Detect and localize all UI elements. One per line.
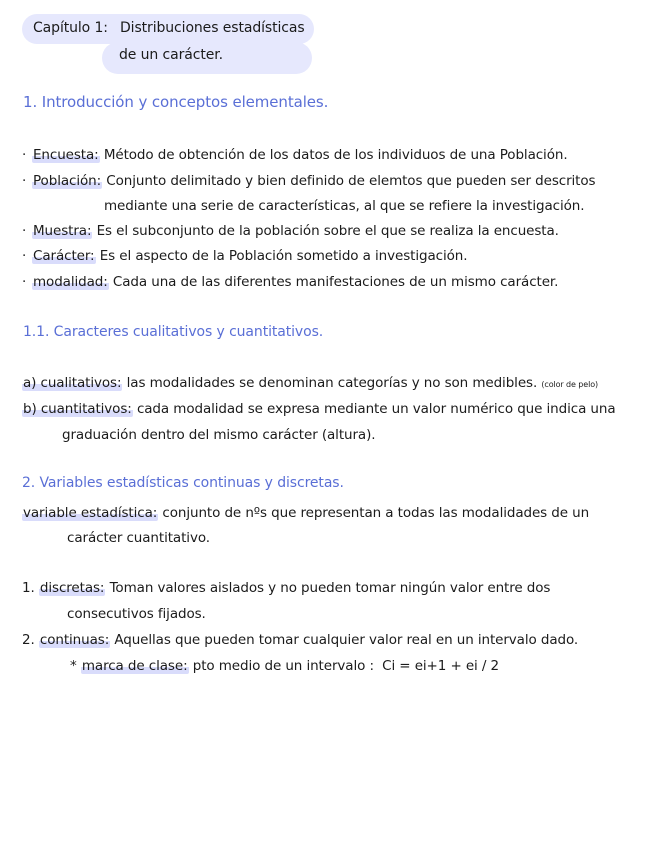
item-cuantitativos-cont: graduación dentro del mismo carácter (altura). [62, 427, 376, 443]
term-marca-de-clase: marca de clase: [81, 658, 188, 674]
item-cuantitativos [22, 401, 616, 417]
marca-text: pto medio de un intervalo : [192, 658, 374, 674]
marca-de-clase [70, 658, 499, 674]
item-text: Aquellas que pueden tomar cualquier valor real en un intervalo dado. [114, 632, 579, 648]
item-continuas [22, 632, 578, 648]
item-cualitativos [22, 375, 598, 391]
definition-text: conjunto de nºs que representan a todas las modalidades de un [162, 505, 590, 521]
term-discretas: discretas: [39, 580, 105, 596]
term-encuesta: Encuesta: [33, 147, 99, 163]
chapter-label: Capítulo 1: [33, 20, 108, 36]
term-continuas: continuas: [39, 632, 110, 648]
term-caracter: Carácter: [33, 248, 95, 264]
definition-encuesta: · Encuesta: Método de obtención de los datos de los individuos de una Población. [22, 147, 568, 163]
definition-poblacion: · Población: Conjunto delimitado y bien definido de elemtos que pueden ser descritos [22, 173, 596, 189]
item-discretas [22, 580, 550, 596]
definition-text: Conjunto delimitado y bien definido de elemtos que pueden ser descritos [106, 173, 596, 189]
item-discretas-cont: consecutivos fijados. [67, 606, 206, 622]
term-cuantitativos: b) cuantitativos: [23, 401, 132, 417]
section-heading-1: 1. Introducción y conceptos elementales. [23, 93, 329, 111]
chapter-title [22, 14, 322, 78]
term-poblacion: Población: [33, 173, 102, 189]
marca-formula: Ci = ei+1 + ei / 2 [382, 658, 500, 674]
definition-poblacion-cont: mediante una serie de características, al que se refiere la investigación. [104, 198, 585, 214]
item-text: Toman valores aislados y no pueden tomar ningún valor entre dos [109, 580, 551, 596]
section-heading-1-1: 1.1. Caracteres cualitativos y cuantitativos. [23, 324, 324, 340]
definition-text: Cada una de las diferentes manifestaciones de un mismo carácter. [112, 274, 559, 290]
definition-text: Método de obtención de los datos de los individuos de una Población. [103, 147, 568, 163]
item-text: las modalidades se denominan categorías y no son medibles. [126, 375, 538, 391]
definition-muestra: · Muestra: Es el subconjunto de la población sobre el que se realiza la encuesta. [22, 223, 559, 239]
definition-text: Es el aspecto de la Población sometido a investigación. [99, 248, 468, 264]
item-text: cada modalidad se expresa mediante un valor numérico que indica una [136, 401, 616, 417]
chapter-title-line1: Distribuciones estadísticas [120, 20, 305, 36]
definition-variable-estadistica [22, 505, 589, 521]
definition-modalidad: · modalidad: Cada una de las diferentes manifestaciones de un mismo carácter. [22, 274, 559, 290]
section-heading-2: 2. Variables estadísticas continuas y discretas. [22, 475, 344, 491]
chapter-title-line2: de un carácter. [119, 47, 223, 63]
term-cualitativos: a) cualitativos: [23, 375, 122, 391]
term-modalidad: modalidad: [33, 274, 108, 290]
definition-text: Es el subconjunto de la población sobre el que se realiza la encuesta. [96, 223, 559, 239]
star-marker: * [70, 658, 77, 674]
definition-variable-cont: carácter cuantitativo. [67, 530, 210, 546]
item-number: 1. [22, 580, 35, 596]
term-muestra: Muestra: [33, 223, 92, 239]
term-variable-estadistica: variable estadística: [23, 505, 158, 521]
item-number: 2. [22, 632, 35, 648]
definition-caracter: · Carácter: Es el aspecto de la Población sometido a investigación. [22, 248, 468, 264]
note-color-de-pelo: (color de pelo) [541, 380, 599, 389]
